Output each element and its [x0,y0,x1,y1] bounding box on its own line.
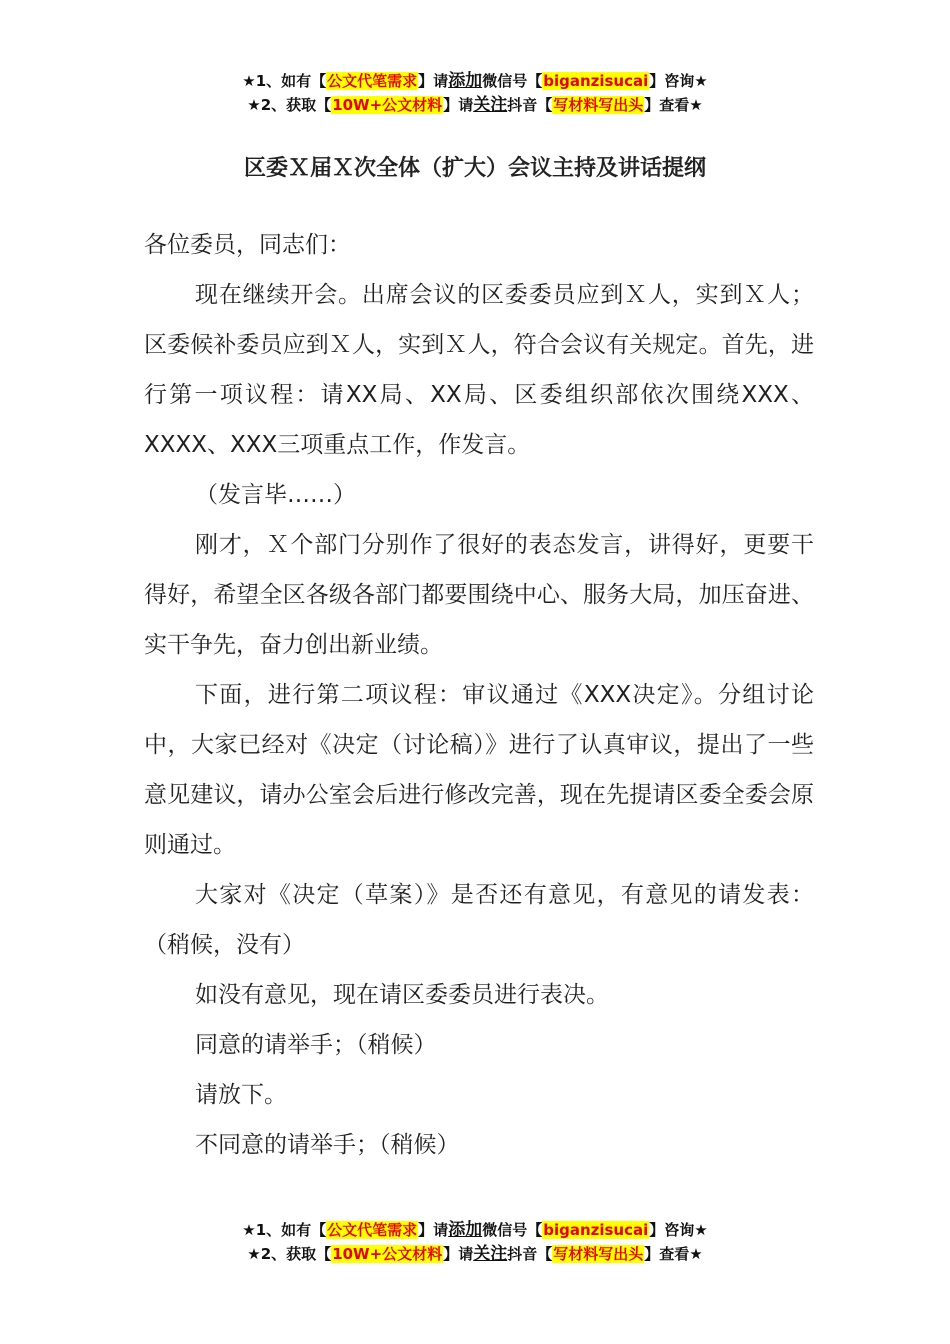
promo-line-1 [0,69,950,93]
body-paragraph: 现在继续开会。出席会议的区委委员应到Ｘ人，实到Ｘ人；区委候补委员应到Ｘ人，实到Ｘ人，符合会议有关规定。首先，进行第一项议程：请XX局、XX局、区委组织部依次围绕XXX、XXXX、XXX三项重点工作，作发言。 [144,282,814,458]
promo-text: 】咨询★ [649,72,708,90]
promo-underline: 关注 [473,1244,508,1264]
promo-text: 抖音【 [507,1245,553,1263]
promo-text: 】请 [418,1221,449,1239]
body-paragraph: （发言毕……） [195,482,356,508]
promo-underline: 添加 [448,71,483,91]
promo-text: ★2、获取【 [247,96,332,114]
promo-text: 微信号【 [482,72,543,90]
body-paragraph: 不同意的请举手；（稍候） [195,1132,460,1158]
promo-line-1 [0,1218,950,1242]
promo-highlight: 公文代笔需求 [327,72,418,90]
promo-text: 】请 [443,96,474,114]
promo-highlight: 公文代笔需求 [327,1221,418,1239]
document-title: 区委Ｘ届Ｘ次全体（扩大）会议主持及讲话提纲 [243,156,706,181]
promo-highlight: 写材料写出头 [553,96,644,114]
promo-text: 】查看★ [644,96,703,114]
body-paragraph: 请放下。 [195,1082,287,1108]
header-promo-banner [0,69,950,117]
body-paragraph: 同意的请举手；（稍候） [195,1032,437,1058]
body-paragraph: 刚才，Ｘ个部门分别作了很好的表态发言，讲得好，更要干得好，希望全区各级各部门都要围绕中心、服务大局，加压奋进、实干争先，奋力创出新业绩。 [144,532,814,658]
promo-highlight: 写材料写出头 [553,1245,644,1263]
promo-line-2 [0,1242,950,1266]
promo-highlight: biganzisucai [543,72,649,90]
salutation: 各位委员，同志们： [144,232,351,258]
promo-text: 】请 [443,1245,474,1263]
document-body [144,220,814,1170]
promo-highlight: biganzisucai [543,1221,649,1239]
promo-text: ★1、如有【 [242,1221,327,1239]
promo-text: 】咨询★ [649,1221,708,1239]
promo-text: ★2、获取【 [247,1245,332,1263]
promo-highlight: 10W+公文材料 [332,96,443,114]
promo-text: 微信号【 [482,1221,543,1239]
body-paragraph: 大家对《决定（草案）》是否还有意见，有意见的请发表：（稍候，没有） [144,882,814,958]
promo-line-2 [0,93,950,117]
promo-text: 】请 [418,72,449,90]
promo-text: 抖音【 [507,96,553,114]
promo-underline: 添加 [448,1220,483,1240]
body-paragraph: 如没有意见，现在请区委委员进行表决。 [195,982,609,1008]
body-paragraph: 下面，进行第二项议程：审议通过《XXX决定》。分组讨论中，大家已经对《决定（讨论稿）》进行了认真审议，提出了一些意见建议，请办公室会后进行修改完善，现在先提请区委全委会原则通过。 [144,682,814,858]
footer-promo-banner [0,1218,950,1266]
promo-underline: 关注 [473,95,508,115]
promo-highlight: 10W+公文材料 [332,1245,443,1263]
promo-text: ★1、如有【 [242,72,327,90]
promo-text: 】查看★ [644,1245,703,1263]
